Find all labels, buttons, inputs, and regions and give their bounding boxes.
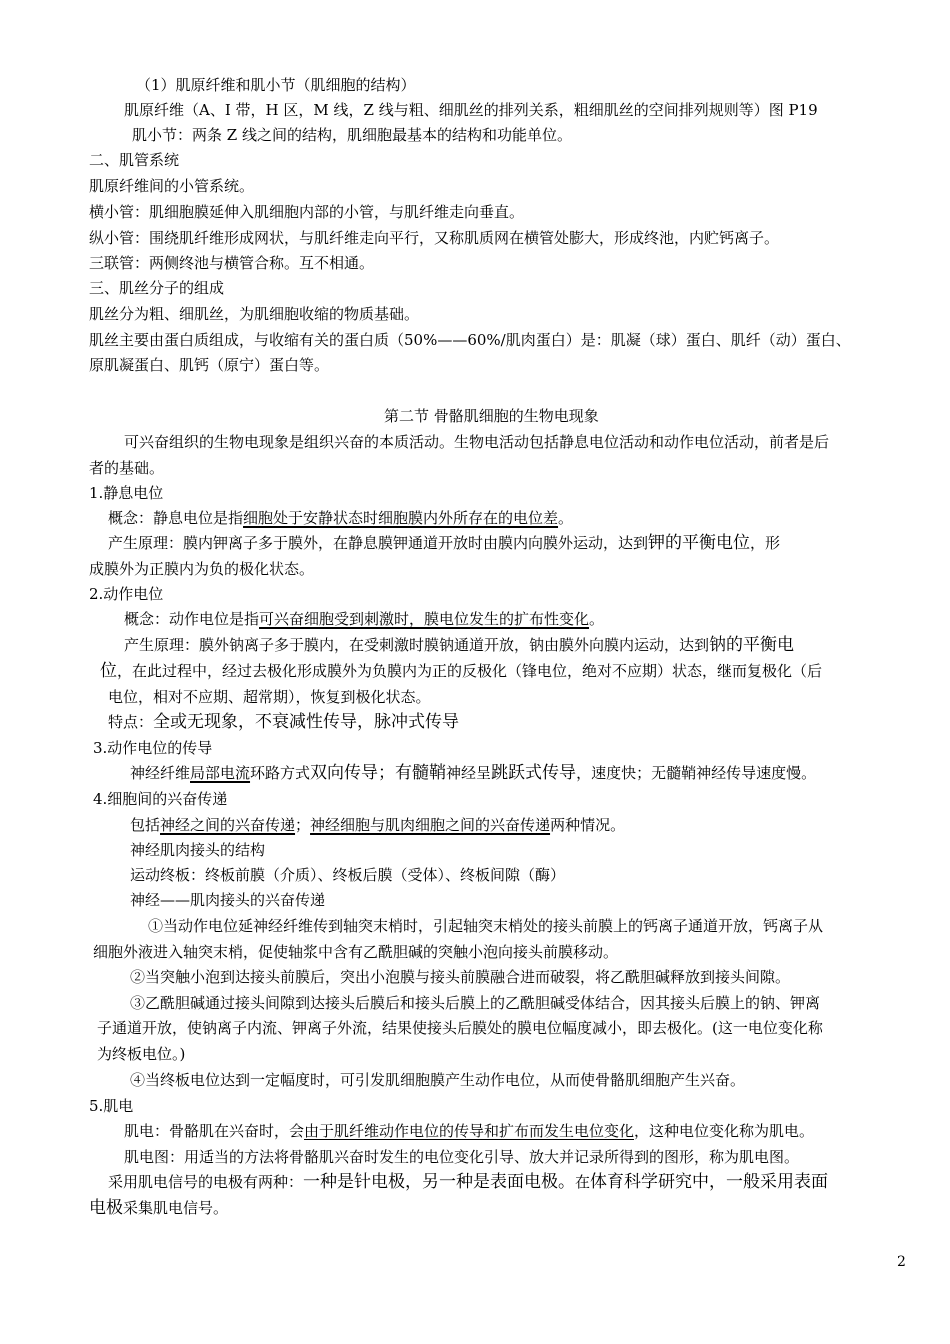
paragraph-line: 肌原纤维（A、I 带，H 区，M 线，Z 线与粗、细肌丝的排列关系，粗细肌丝的空间排列规则等）图 P19 (124, 101, 818, 119)
text-run: ，形 (750, 534, 781, 552)
paragraph-line (130, 813, 625, 837)
paragraph-line: 横小管：肌细胞膜延伸入肌细胞内部的小管，与肌纤维走向垂直。 (89, 203, 525, 221)
section-heading: 1.静息电位 (89, 484, 164, 502)
paragraph-line: 为终板电位。) (97, 1045, 186, 1063)
paragraph-line (124, 633, 794, 657)
text-run: 。 (558, 509, 574, 527)
paragraph-line (130, 761, 816, 785)
section-heading: 2.动作电位 (89, 585, 164, 603)
paragraph-line: 可兴奋组织的生物电现象是组织兴奋的本质活动。生物电活动包括静息电位活动和动作电位活动，前者是后 (124, 433, 830, 451)
paragraph-line: 肌丝主要由蛋白质组成，与收缩有关的蛋白质（50%——60%/肌肉蛋白）是：肌凝（球）蛋白、肌纤（动）蛋白、 (89, 331, 851, 349)
underlined-text: 局部电流 (190, 764, 251, 782)
text-run: 概念：静息电位是指 (108, 509, 244, 527)
section-heading: 3.动作电位的传导 (93, 739, 213, 757)
text-run: 采用肌电信号的电极有两种： (108, 1173, 304, 1191)
text-run: ，在此过程中，经过去极化形成膜外为负膜内为正的反极化（锋电位，绝对不应期）状态，继而复极化（后 (117, 662, 823, 680)
paragraph-line: 运动终板：终板前膜（介质）、终板后膜（受体）、终板间隙（酶） (130, 866, 566, 884)
paragraph-line (124, 1119, 814, 1143)
text-run: 采集肌电信号。 (123, 1199, 229, 1217)
subsection-heading: （1）肌原纤维和肌小节（肌细胞的结构） (136, 76, 416, 94)
paragraph-line (108, 531, 780, 555)
underlined-text: 神经细胞与肌肉细胞之间的兴奋传递 (310, 816, 551, 834)
text-run: 环路方式 (250, 764, 311, 782)
paragraph-line (108, 1170, 828, 1194)
paragraph-line: ③乙酰胆碱通过接头间隙到达接头后膜后和接头后膜上的乙酰胆碱受体结合，因其接头后膜上的钠、钾离 (130, 994, 821, 1012)
emphasis-text: 体育科学研究中，一般采用表面 (590, 1172, 829, 1192)
underlined-text: 神经之间的兴奋传递 (160, 816, 296, 834)
text-run: 两种情况。 (550, 816, 626, 834)
underlined-text: 由于肌纤维动作电位的传导和扩布而发生电位变化 (304, 1122, 635, 1140)
emphasis-text: 双向传导；有髓鞘 (310, 763, 447, 783)
paragraph-line: 神经肌肉接头的结构 (130, 841, 266, 859)
paragraph-line: 细胞外液进入轴突末梢，促使轴浆中含有乙酰胆碱的突触小泡向接头前膜移动。 (93, 943, 619, 961)
underlined-text: 可兴奋细胞受到刺激时，膜电位发生的扩布性变化 (259, 610, 590, 628)
emphasis-text: 电极 (89, 1198, 123, 1218)
section-heading: 5.肌电 (89, 1097, 134, 1115)
text-run: 神经呈 (446, 764, 492, 782)
paragraph-line: 纵小管：围绕肌纤维形成网状，与肌纤维走向平行，又称肌质网在横管处膨大，形成终池，内贮钙离子。 (89, 229, 780, 247)
emphasis-text: 位 (100, 661, 117, 681)
text-run: 在 (575, 1173, 591, 1191)
paragraph-line: 成膜外为正膜内为负的极化状态。 (89, 560, 315, 578)
paragraph-line: 神经——肌肉接头的兴奋传递 (130, 891, 326, 909)
text-run: ，这种电位变化称为肌电。 (634, 1122, 815, 1140)
paragraph-line: ②当突触小泡到达接头前膜后，突出小泡膜与接头前膜融合进而破裂，将乙酰胆碱释放到接头间隙。 (130, 968, 791, 986)
emphasis-text: 一种是针电极，另一种是表面电极。 (303, 1172, 576, 1192)
emphasis-text: 钠的平衡电 (709, 635, 795, 655)
paragraph-line (100, 659, 822, 683)
paragraph-line (108, 710, 459, 734)
paragraph-line: 电位，相对不应期、超常期），恢复到极化状态。 (108, 688, 431, 706)
chapter-heading: 第二节 骨骼肌细胞的生物电现象 (384, 407, 599, 425)
text-run: 概念：动作电位是指 (124, 610, 260, 628)
paragraph-line: ④当终板电位达到一定幅度时，可引发肌细胞膜产生动作电位，从而使骨骼肌细胞产生兴奋。 (130, 1071, 746, 1089)
paragraph-line: 肌丝分为粗、细肌丝，为肌细胞收缩的物质基础。 (89, 305, 420, 323)
paragraph-line: 子通道开放，使钠离子内流、钾离子外流，结果使接头后膜处的膜电位幅度减小，即去极化。(这一电位变化称 (97, 1019, 823, 1037)
paragraph-line (108, 506, 573, 530)
paragraph-line: ①当动作电位延神经纤维传到轴突末梢时，引起轴突末梢处的接头前膜上的钙离子通道开放，钙离子从 (148, 917, 824, 935)
paragraph-line: 肌电图：用适当的方法将骨骼肌兴奋时发生的电位变化引导、放大并记录所得到的图形，称为肌电图。 (124, 1148, 800, 1166)
text-run: ，速度快；无髓鞘神经传导速度慢。 (576, 764, 817, 782)
emphasis-text: 跳跃式传导 (491, 763, 577, 783)
text-run: 。 (589, 610, 605, 628)
text-run: 产生原理：膜内钾离子多于膜外，在静息膜钾通道开放时由膜内向膜外运动，达到 (108, 534, 649, 552)
section-heading: 三、肌丝分子的组成 (89, 279, 225, 297)
paragraph-line: 者的基础。 (89, 459, 165, 477)
emphasis-text: 钾的平衡电位 (648, 533, 751, 553)
page-number: 2 (897, 1254, 906, 1270)
paragraph-line: 三联管：两侧终池与横管合称。互不相通。 (89, 254, 375, 272)
emphasis-text: 全或无现象，不衰减性传导，脉冲式传导 (153, 712, 460, 732)
text-run: ； (295, 816, 311, 834)
text-run: 产生原理：膜外钠离子多于膜内，在受刺激时膜钠通道开放，钠由膜外向膜内运动，达到 (124, 636, 710, 654)
paragraph-line (124, 607, 604, 631)
underlined-text: 细胞处于安静状态时细胞膜内外所存在的电位差 (243, 509, 559, 527)
section-heading: 二、肌管系统 (89, 151, 180, 169)
section-heading: 4.细胞间的兴奋传递 (93, 790, 228, 808)
paragraph-line: 肌原纤维间的小管系统。 (89, 177, 255, 195)
paragraph-line (89, 1196, 228, 1220)
paragraph-line: 肌小节：两条 Z 线之间的结构，肌细胞最基本的结构和功能单位。 (132, 126, 572, 144)
paragraph-line: 原肌凝蛋白、肌钙（原宁）蛋白等。 (89, 356, 330, 374)
text-run: 包括 (130, 816, 161, 834)
text-run: 肌电：骨骼肌在兴奋时，会 (124, 1122, 305, 1140)
text-run: 特点： (108, 713, 154, 731)
text-run: 神经纤维 (130, 764, 191, 782)
